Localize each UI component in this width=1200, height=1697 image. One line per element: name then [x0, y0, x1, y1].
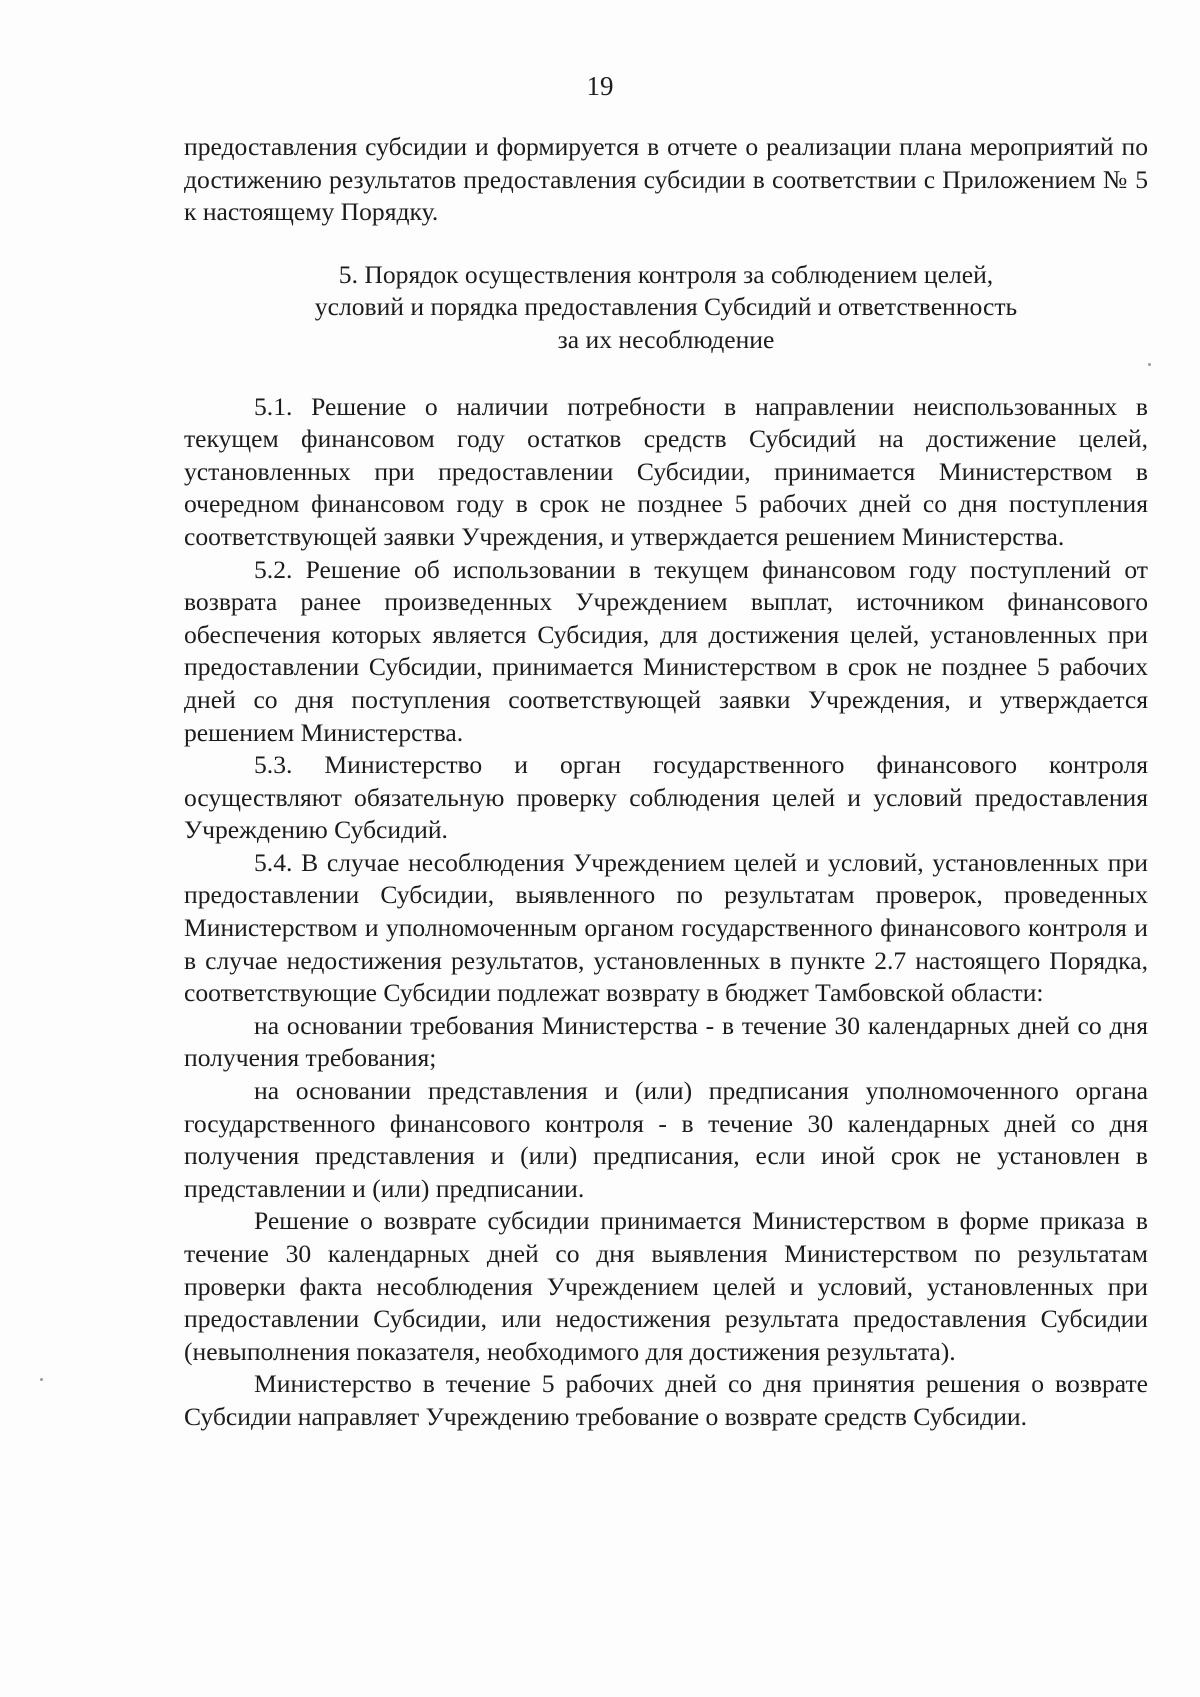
paragraph-control-body-order: на основании представления и (или) предписания уполномоченного органа государственного финансового контроля - в течение 30 календарных дней со дня получения представления и (или) предписания, если иной срок не установлен в представлении и (или) предписании.: [184, 1076, 1148, 1203]
paragraph-5-2: 5.2. Решение об использовании в текущем финансовом году поступлений от возврата ранее произведенных Учреждением выплат, источником финансового обеспечения которых является Субсидия, для достижения целей, установленных при предоставлении Субсидии, принимается Министерством в срок не позднее 5 рабочих дней со дня поступления соответствующей заявки Учреждения, и утверждается решением Министерства.: [184, 554, 1148, 747]
section-title: [184, 259, 1148, 357]
paragraph-5-1: 5.1. Решение о наличии потребности в направлении неиспользованных в текущем финансовом году остатков средств Субсидий на достижение целей, установленных при предоставлении Субсидии, принимается Министерством в очередном финансовом году в срок не позднее 5 рабочих дней со дня поступления соответствующей заявки Учреждения, и утверждается решением Министерства.: [184, 391, 1148, 551]
paragraph-return-decision: Решение о возврате субсидии принимается Министерством в форме приказа в течение 30 календарных дней со дня выявления Министерством по результатам проверки факта несоблюдения Учреждением целей и условий, установленных при предоставлении Субсидии, или недостижения результата предоставления Субсидии (невыполнения показателя, необходимого для достижения результата).: [184, 1206, 1148, 1366]
paragraph-5-4: 5.4. В случае несоблюдения Учреждением целей и условий, установленных при предоставлении Субсидии, выявленного по результатам проверок, проведенных Министерством и уполномоченным органом государственного финансового контроля и в случае недостижения результатов, установленных в пункте 2.7 настоящего Порядка, соответствующие Субсидии подлежат возврату в бюджет Тамбовской области:: [184, 847, 1148, 1008]
page-number: 19: [586, 71, 614, 101]
document-body: [184, 131, 1148, 1434]
scan-speck: [1148, 363, 1151, 366]
paragraph-return-notice: Министерство в течение 5 рабочих дней со дня принятия решения о возврате Субсидии направляет Учреждению требование о возврате средств Субсидии.: [184, 1369, 1148, 1431]
intro-paragraph: предоставления субсидии и формируется в отчете о реализации плана мероприятий по достижению результатов предоставления субсидии в соответствии с Приложением № 5 к настоящему Порядку.: [184, 132, 1148, 227]
paragraph-5-3: 5.3. Министерство и орган государственного финансового контроля осуществляют обязательную проверку соблюдения целей и условий предоставления Учреждению Субсидий.: [184, 750, 1148, 845]
section-title-line: условий и порядка предоставления Субсидий и ответственность: [314, 292, 1018, 322]
scan-speck: [40, 1378, 43, 1381]
section-title-line: за их несоблюдение: [557, 324, 775, 354]
paragraph-ministry-requirement: на основании требования Министерства - в течение 30 календарных дней со дня получения требования;: [184, 1010, 1148, 1073]
section-title-line: 5. Порядок осуществления контроля за соблюдением целей,: [338, 259, 994, 289]
